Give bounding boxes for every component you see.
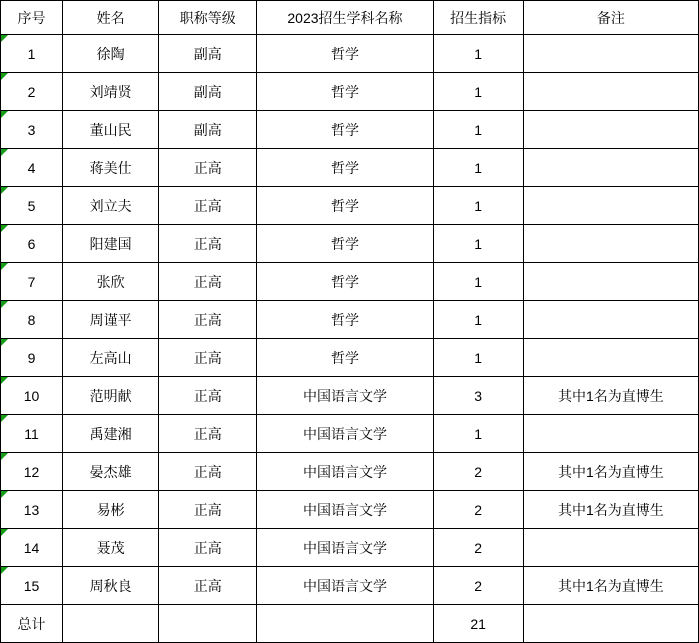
- table-row[interactable]: [1, 73, 699, 111]
- cell-discipline[interactable]: 中国语言文学: [257, 453, 433, 491]
- cell-name[interactable]: 张欣: [63, 263, 159, 301]
- cell-title[interactable]: 正高: [159, 263, 257, 301]
- cell-title[interactable]: 正高: [159, 453, 257, 491]
- cell-seq[interactable]: 11: [1, 415, 63, 453]
- table-row[interactable]: [1, 377, 699, 415]
- cell-name[interactable]: 阳建国: [63, 225, 159, 263]
- cell-title[interactable]: 正高: [159, 149, 257, 187]
- cell-quota[interactable]: 1: [433, 225, 523, 263]
- cell-seq[interactable]: 2: [1, 73, 63, 111]
- table-row[interactable]: [1, 301, 699, 339]
- cell-name[interactable]: 徐陶: [63, 35, 159, 73]
- cell-discipline[interactable]: 哲学: [257, 187, 433, 225]
- cell-name[interactable]: 左高山: [63, 339, 159, 377]
- cell-note[interactable]: [523, 187, 698, 225]
- cell-name[interactable]: 范明献: [63, 377, 159, 415]
- column-header-discipline: 2023招生学科名称: [257, 1, 433, 35]
- table-row[interactable]: [1, 111, 699, 149]
- cell-name[interactable]: 易彬: [63, 491, 159, 529]
- table-total-row[interactable]: [1, 605, 699, 643]
- cell-seq[interactable]: 12: [1, 453, 63, 491]
- column-header-seq: 序号: [1, 1, 63, 35]
- cell-note[interactable]: 其中1名为直博生: [523, 491, 698, 529]
- cell-name[interactable]: 刘靖贤: [63, 73, 159, 111]
- table-row[interactable]: [1, 567, 699, 605]
- cell-quota[interactable]: 1: [433, 301, 523, 339]
- cell-total-name[interactable]: [63, 605, 159, 643]
- cell-discipline[interactable]: 中国语言文学: [257, 567, 433, 605]
- cell-seq[interactable]: 9: [1, 339, 63, 377]
- cell-note[interactable]: [523, 529, 698, 567]
- cell-discipline[interactable]: 哲学: [257, 263, 433, 301]
- table-row[interactable]: [1, 263, 699, 301]
- cell-note[interactable]: [523, 111, 698, 149]
- cell-title[interactable]: 正高: [159, 491, 257, 529]
- table-header-row: [1, 1, 699, 35]
- cell-title[interactable]: 正高: [159, 225, 257, 263]
- cell-title[interactable]: 副高: [159, 111, 257, 149]
- cell-title[interactable]: 正高: [159, 415, 257, 453]
- cell-total-discipline[interactable]: [257, 605, 433, 643]
- cell-seq[interactable]: 3: [1, 111, 63, 149]
- table-header: [1, 1, 699, 35]
- cell-seq[interactable]: 14: [1, 529, 63, 567]
- cell-seq[interactable]: 13: [1, 491, 63, 529]
- cell-name[interactable]: 蒋美仕: [63, 149, 159, 187]
- column-header-title: 职称等级: [159, 1, 257, 35]
- cell-seq[interactable]: 4: [1, 149, 63, 187]
- cell-name[interactable]: 晏杰雄: [63, 453, 159, 491]
- cell-seq[interactable]: 5: [1, 187, 63, 225]
- cell-name[interactable]: 禹建湘: [63, 415, 159, 453]
- cell-note[interactable]: 其中1名为直博生: [523, 453, 698, 491]
- cell-title[interactable]: 副高: [159, 73, 257, 111]
- cell-title[interactable]: 正高: [159, 301, 257, 339]
- table-row[interactable]: [1, 225, 699, 263]
- cell-name[interactable]: 董山民: [63, 111, 159, 149]
- table-row[interactable]: [1, 453, 699, 491]
- cell-title[interactable]: 正高: [159, 339, 257, 377]
- cell-note[interactable]: [523, 415, 698, 453]
- table-row[interactable]: [1, 149, 699, 187]
- cell-note[interactable]: [523, 149, 698, 187]
- cell-title[interactable]: 正高: [159, 529, 257, 567]
- cell-total-quota[interactable]: 21: [433, 605, 523, 643]
- cell-total-label[interactable]: 总计: [1, 605, 63, 643]
- cell-seq[interactable]: 1: [1, 35, 63, 73]
- cell-discipline[interactable]: 中国语言文学: [257, 491, 433, 529]
- cell-discipline[interactable]: 中国语言文学: [257, 529, 433, 567]
- cell-name[interactable]: 刘立夫: [63, 187, 159, 225]
- cell-quota[interactable]: 1: [433, 339, 523, 377]
- cell-name[interactable]: 聂茂: [63, 529, 159, 567]
- cell-discipline[interactable]: 中国语言文学: [257, 415, 433, 453]
- cell-note[interactable]: [523, 225, 698, 263]
- cell-discipline[interactable]: 哲学: [257, 111, 433, 149]
- cell-note[interactable]: [523, 73, 698, 111]
- cell-seq[interactable]: 15: [1, 567, 63, 605]
- cell-note[interactable]: [523, 301, 698, 339]
- cell-quota[interactable]: 1: [433, 111, 523, 149]
- table-row[interactable]: [1, 187, 699, 225]
- cell-discipline[interactable]: 哲学: [257, 225, 433, 263]
- column-header-quota: 招生指标: [433, 1, 523, 35]
- column-header-name: 姓名: [63, 1, 159, 35]
- cell-title[interactable]: 正高: [159, 567, 257, 605]
- cell-note[interactable]: [523, 35, 698, 73]
- cell-seq[interactable]: 6: [1, 225, 63, 263]
- cell-title[interactable]: 副高: [159, 35, 257, 73]
- table-row[interactable]: [1, 339, 699, 377]
- cell-discipline[interactable]: 中国语言文学: [257, 377, 433, 415]
- cell-quota[interactable]: 1: [433, 415, 523, 453]
- cell-note[interactable]: [523, 263, 698, 301]
- cell-discipline[interactable]: 哲学: [257, 35, 433, 73]
- cell-quota[interactable]: 2: [433, 567, 523, 605]
- cell-seq[interactable]: 8: [1, 301, 63, 339]
- table-row[interactable]: [1, 491, 699, 529]
- table-row[interactable]: [1, 529, 699, 567]
- cell-seq[interactable]: 10: [1, 377, 63, 415]
- cell-quota[interactable]: 2: [433, 529, 523, 567]
- cell-quota[interactable]: 1: [433, 35, 523, 73]
- cell-name[interactable]: 周谨平: [63, 301, 159, 339]
- cell-note[interactable]: 其中1名为直博生: [523, 377, 698, 415]
- cell-quota[interactable]: 2: [433, 453, 523, 491]
- cell-note[interactable]: [523, 339, 698, 377]
- cell-discipline[interactable]: 哲学: [257, 339, 433, 377]
- cell-quota[interactable]: 1: [433, 263, 523, 301]
- cell-quota[interactable]: 1: [433, 187, 523, 225]
- cell-seq[interactable]: 7: [1, 263, 63, 301]
- cell-note[interactable]: 其中1名为直博生: [523, 567, 698, 605]
- cell-quota[interactable]: 3: [433, 377, 523, 415]
- cell-total-title[interactable]: [159, 605, 257, 643]
- cell-discipline[interactable]: 哲学: [257, 73, 433, 111]
- cell-title[interactable]: 正高: [159, 187, 257, 225]
- cell-discipline[interactable]: 哲学: [257, 149, 433, 187]
- cell-quota[interactable]: 1: [433, 73, 523, 111]
- cell-total-note[interactable]: [523, 605, 698, 643]
- cell-title[interactable]: 正高: [159, 377, 257, 415]
- table-row[interactable]: [1, 35, 699, 73]
- table-body: [1, 35, 699, 643]
- cell-quota[interactable]: 1: [433, 149, 523, 187]
- cell-name[interactable]: 周秋良: [63, 567, 159, 605]
- column-header-note: 备注: [523, 1, 698, 35]
- cell-quota[interactable]: 2: [433, 491, 523, 529]
- cell-discipline[interactable]: 哲学: [257, 301, 433, 339]
- table-row[interactable]: [1, 415, 699, 453]
